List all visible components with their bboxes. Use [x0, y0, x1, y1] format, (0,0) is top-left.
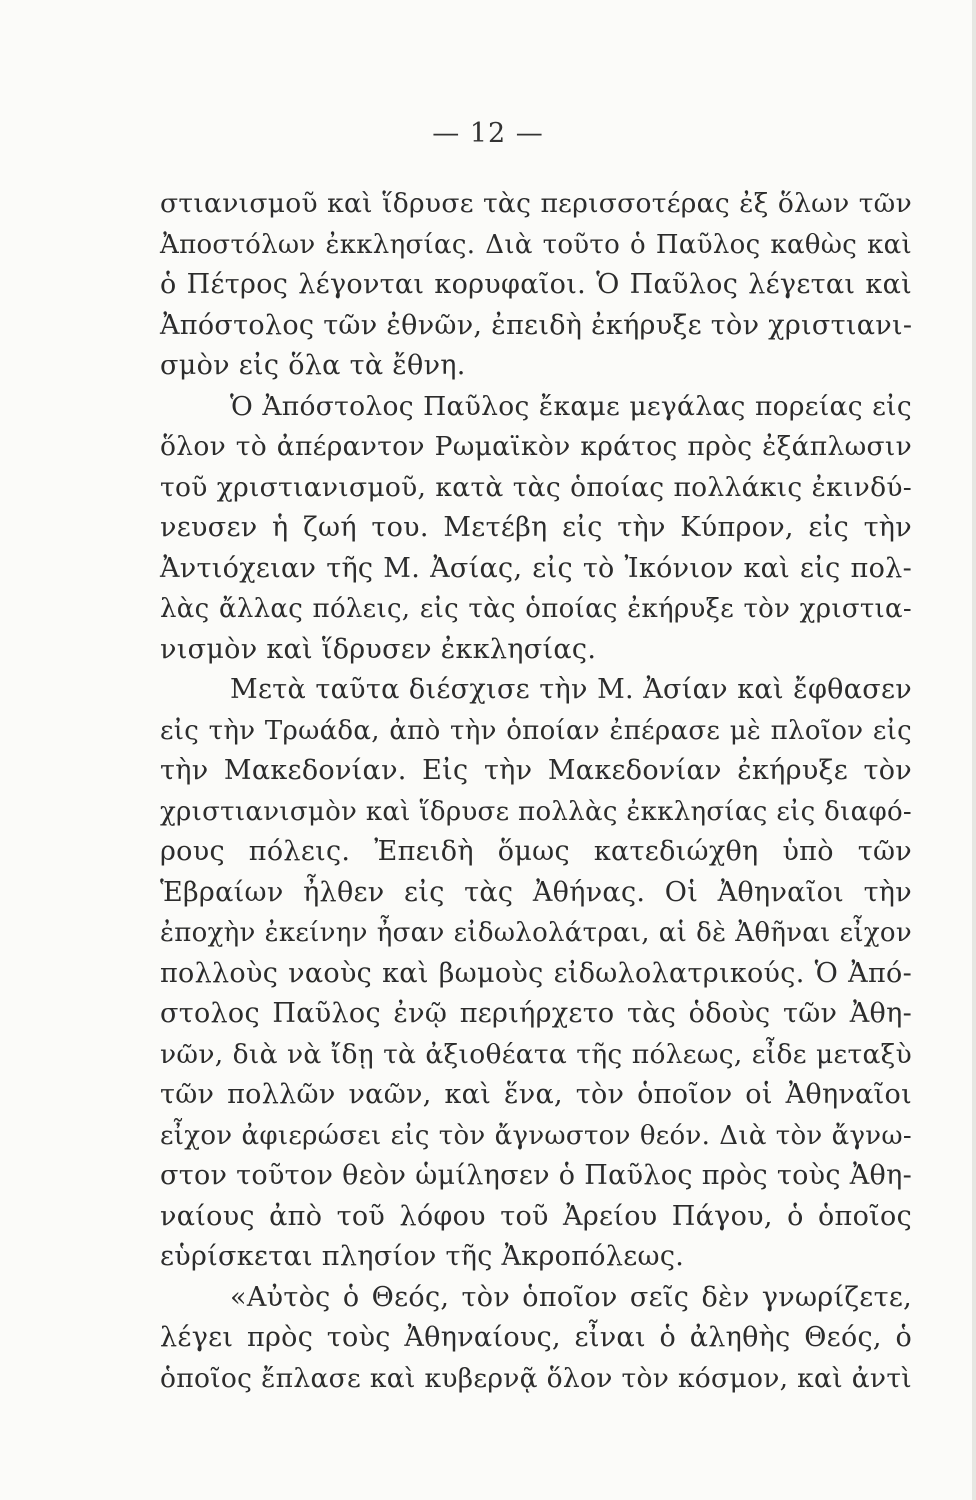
text-line: ἐποχὴν ἐκείνην ἦσαν εἰδωλολάτραι, αἱ δὲ Ἀθῆναι εἶχον [160, 918, 912, 948]
text-line: ὁποῖος ἔπλασε καὶ κυβερνᾷ ὅλον τὸν κόσμον, καὶ ἀντὶ [160, 1362, 912, 1394]
text-line: λέγει πρὸς τοὺς Ἀθηναίους, εἶναι ὁ ἀληθὴς Θεός, ὁ [160, 1322, 912, 1353]
text-line: «Αὐτὸς ὁ Θεός, τὸν ὁποῖον σεῖς δὲν γνωρίζετε, [230, 1281, 912, 1313]
text-line: τὴν Μακεδονίαν. Εἰς τὴν Μακεδονίαν ἐκήρυξε τὸν [160, 755, 912, 786]
text-line: Ὁ Ἀπόστολος Παῦλος ἔκαμε μεγάλας πορείας εἰς [230, 390, 912, 422]
text-line: ρους πόλεις. Ἐπειδὴ ὅμως κατεδιώχθη ὑπὸ τῶν [160, 836, 912, 867]
text-line: εὑρίσκεται πλησίον τῆς Ἀκροπόλεως. [160, 1241, 685, 1272]
text-line: Ἀπόστολος τῶν ἐθνῶν, ἐπειδὴ ἐκήρυξε τὸν χριστιανι- [160, 309, 913, 341]
text-line: νευσεν ἡ ζωή του. Μετέβη εἰς τὴν Κύπρον, εἰς τὴν [160, 512, 912, 543]
text-line: Ἀντιόχειαν τῆς Μ. Ἀσίας, εἰς τὸ Ἰκόνιον καὶ εἰς πολ- [160, 552, 912, 584]
text-line: ναίους ἀπὸ τοῦ λόφου τοῦ Ἀρείου Πάγου, ὁ ὁποῖος [160, 1200, 912, 1232]
text-line: Ἑβραίων ἦλθεν εἰς τὰς Ἀθήνας. Οἱ Ἀθηναῖοι τὴν [160, 876, 912, 908]
text-line: ὅλον τὸ ἀπέραντον Ρωμαϊκὸν κράτος πρὸς ἐξάπλωσιν [160, 431, 912, 462]
text-line: νισμὸν καὶ ἵδρυσεν ἐκκλησίας. [160, 633, 597, 665]
text-line: νῶν, διὰ νὰ ἴδῃ τὰ ἀξιοθέατα τῆς πόλεως, εἶδε μεταξὺ [160, 1038, 912, 1070]
text-line: σμὸν εἰς ὅλα τὰ ἔθνη. [160, 350, 466, 381]
text-line: εἰς τὴν Τρωάδα, ἀπὸ τὴν ὁποίαν ἐπέρασε μὲ πλοῖον εἰς [160, 715, 912, 746]
text-line: στιανισμοῦ καὶ ἵδρυσε τὰς περισσοτέρας ἐξ ὅλων τῶν [160, 188, 912, 219]
text-line: Μετὰ ταῦτα διέσχισε τὴν Μ. Ἀσίαν καὶ ἔφθασεν [230, 674, 912, 705]
text-line: πολλοὺς ναοὺς καὶ βωμοὺς εἰδωλολατρικούς. Ὁ Ἀπό- [160, 957, 912, 989]
text-line: στολος Παῦλος ἐνῷ περιήρχετο τὰς ὁδοὺς τῶν Ἀθη- [160, 998, 912, 1029]
text-line: ὁ Πέτρος λέγονται κορυφαῖοι. Ὁ Παῦλος λέγεται καὶ [160, 269, 912, 300]
text-line: τῶν πολλῶν ναῶν, καὶ ἕνα, τὸν ὁποῖον οἱ Ἀθηναῖοι [160, 1079, 912, 1110]
text-line: τοῦ χριστιανισμοῦ, κατὰ τὰς ὁποίας πολλάκις ἐκινδύ- [160, 471, 912, 503]
page-number: — 12 — [432, 118, 544, 149]
text-line: λὰς ἄλλας πόλεις, εἰς τὰς ὁποίας ἐκήρυξε τὸν χριστια- [160, 594, 912, 624]
text-line: στον τοῦτον θεὸν ὡμίλησεν ὁ Παῦλος πρὸς τοὺς Ἀθη- [160, 1160, 912, 1191]
scan-edge [972, 0, 976, 1500]
text-line: χριστιανισμὸν καὶ ἵδρυσε πολλὰς ἐκκλησίας εἰς διαφό- [160, 796, 912, 827]
text-line: Ἀποστόλων ἐκκλησίας. Διὰ τοῦτο ὁ Παῦλος καθὼς καὶ [160, 229, 912, 260]
text-line: εἶχον ἀφιερώσει εἰς τὸν ἄγνωστον θεόν. Διὰ τὸν ἄγνω- [160, 1120, 912, 1151]
body-text [160, 184, 912, 1399]
